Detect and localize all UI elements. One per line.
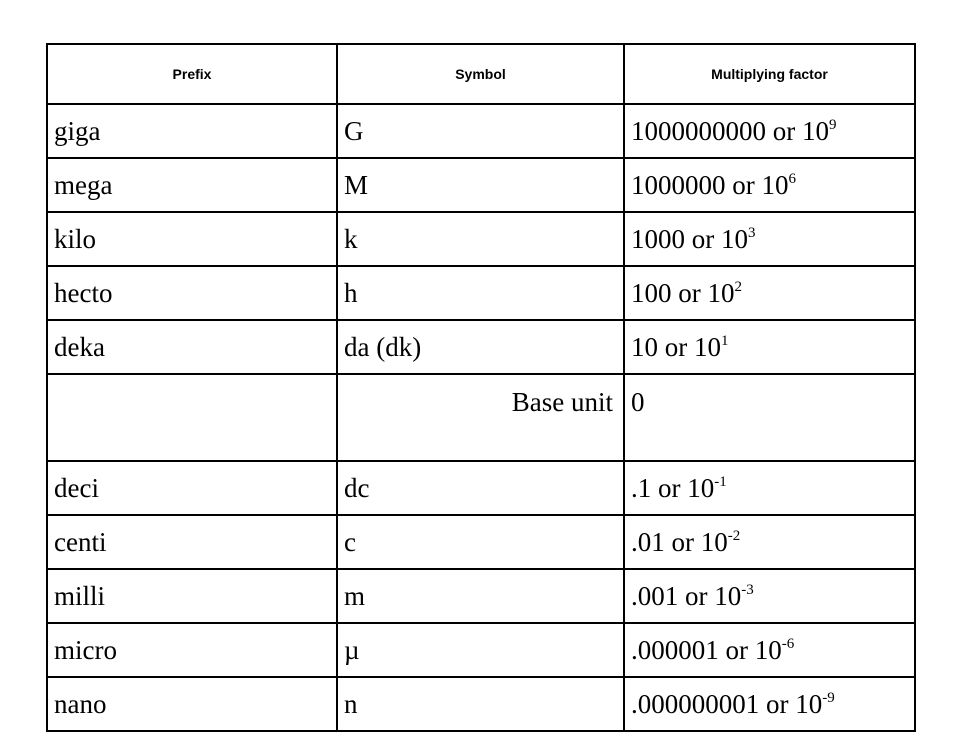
table-row-milli (47, 569, 915, 623)
prefix-cell: centi (47, 515, 337, 569)
prefix-cell: micro (47, 623, 337, 677)
exponent: 9 (829, 116, 837, 133)
prefix-cell: hecto (47, 266, 337, 320)
table-row-hecto (47, 266, 915, 320)
symbol-cell: n (337, 677, 624, 731)
header-symbol: Symbol (337, 44, 624, 104)
factor-cell (624, 677, 915, 731)
header-prefix: Prefix (47, 44, 337, 104)
factor-text: .01 or 10 (631, 526, 728, 557)
symbol-cell: da (dk) (337, 320, 624, 374)
exponent: 2 (734, 278, 742, 295)
symbol-cell: M (337, 158, 624, 212)
prefix-cell (47, 374, 337, 461)
factor-cell (624, 212, 915, 266)
exponent: -2 (727, 527, 741, 544)
prefix-cell: nano (47, 677, 337, 731)
symbol-cell: G (337, 104, 624, 158)
factor-text: 1000000000 or 10 (631, 115, 829, 146)
factor-cell (624, 266, 915, 320)
symbol-cell: c (337, 515, 624, 569)
prefix-cell: milli (47, 569, 337, 623)
factor-text: .1 or 10 (631, 472, 715, 503)
table-row-nano (47, 677, 915, 731)
symbol-cell: µ (337, 623, 624, 677)
table-row-deka (47, 320, 915, 374)
exponent: -3 (741, 581, 754, 598)
table-row-deci (47, 461, 915, 515)
exponent: 3 (748, 224, 756, 241)
factor-cell (624, 158, 915, 212)
table-row-base-unit (47, 374, 915, 461)
header-row (47, 44, 915, 104)
table-row-micro (47, 623, 915, 677)
base-unit-label: Base unit (337, 374, 624, 461)
prefix-cell: deci (47, 461, 337, 515)
header-multiplying-factor: Multiplying factor (624, 44, 915, 104)
factor-text: 1000000 or 10 (631, 169, 789, 200)
table-row-giga (47, 104, 915, 158)
table-row-mega (47, 158, 915, 212)
factor-cell (624, 320, 915, 374)
factor-text: .000001 or 10 (631, 634, 782, 665)
exponent: -1 (714, 473, 727, 490)
factor-text: .000000001 or 10 (631, 688, 823, 719)
exponent: -9 (822, 689, 835, 706)
factor-text: 100 or 10 (631, 277, 735, 308)
factor-text: .001 or 10 (631, 580, 742, 611)
factor-cell (624, 623, 915, 677)
exponent: -6 (781, 635, 795, 652)
symbol-cell: k (337, 212, 624, 266)
symbol-cell: m (337, 569, 624, 623)
exponent: 6 (788, 170, 796, 187)
factor-text: 1000 or 10 (631, 223, 748, 254)
factor-cell: 0 (624, 374, 915, 461)
factor-cell (624, 104, 915, 158)
factor-cell (624, 461, 915, 515)
factor-text: 10 or 10 (631, 331, 721, 362)
prefix-cell: mega (47, 158, 337, 212)
table-row-kilo (47, 212, 915, 266)
factor-cell (624, 569, 915, 623)
exponent: 1 (721, 332, 729, 349)
prefix-cell: kilo (47, 212, 337, 266)
prefix-cell: deka (47, 320, 337, 374)
prefix-table (46, 43, 916, 732)
table-row-centi (47, 515, 915, 569)
symbol-cell: dc (337, 461, 624, 515)
prefix-cell: giga (47, 104, 337, 158)
factor-cell (624, 515, 915, 569)
symbol-cell: h (337, 266, 624, 320)
